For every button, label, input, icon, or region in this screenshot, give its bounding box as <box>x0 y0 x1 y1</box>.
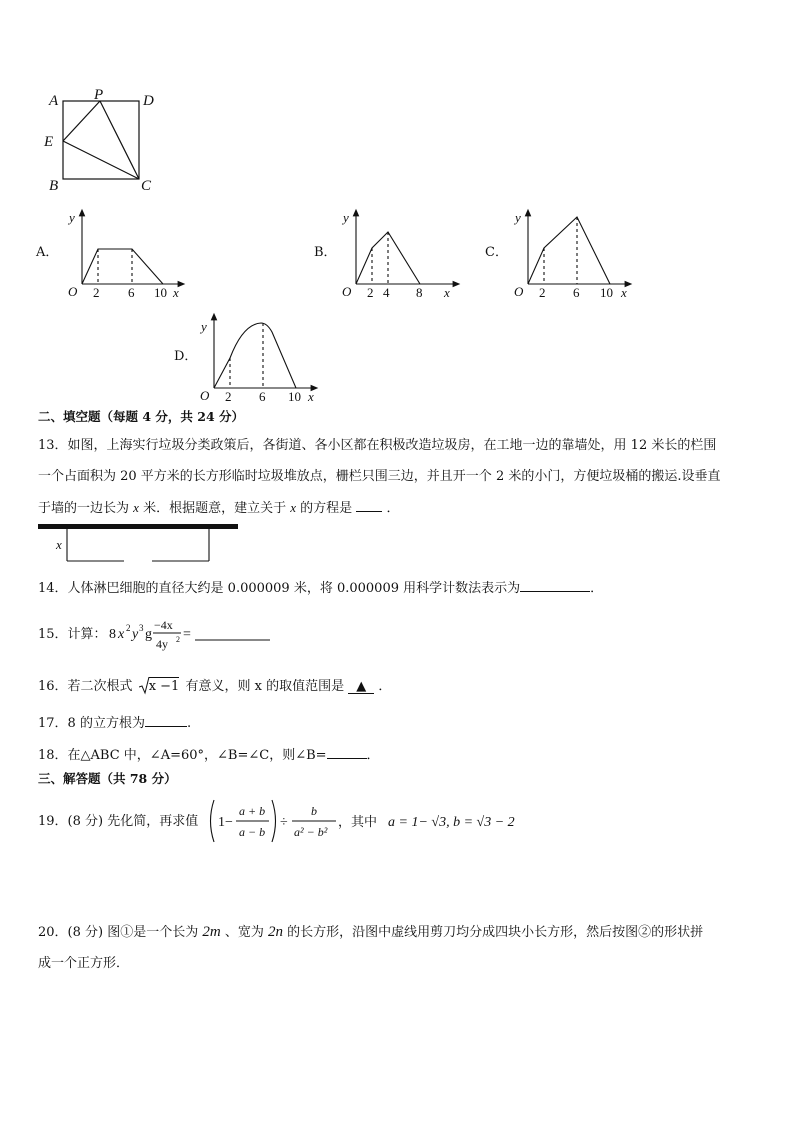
svg-text:8: 8 <box>109 627 116 642</box>
section-title-solutions: 三、解答题（共 78 分） <box>38 771 177 786</box>
fence-x-label: x <box>56 537 62 552</box>
var-x: x <box>290 500 297 515</box>
option-c-graph <box>511 208 641 300</box>
svg-text:4y: 4y <box>156 637 168 651</box>
option-d-label: D． <box>174 349 198 364</box>
svg-text:1−: 1− <box>218 815 233 830</box>
tick-label: 2 <box>367 285 374 300</box>
option-a-label: A． <box>36 245 59 260</box>
x-axis-label: x <box>308 389 314 404</box>
svg-text:b: b <box>311 804 317 818</box>
answer-blank[interactable] <box>145 716 187 727</box>
answer-blank[interactable] <box>520 581 590 592</box>
sqrt-expression: x −1 <box>139 680 180 693</box>
svg-text:a² − b²: a² − b² <box>294 825 328 839</box>
origin-label: O <box>200 388 210 403</box>
svg-text:，其中: ，其中 <box>338 814 378 829</box>
svg-text:=: = <box>183 627 191 642</box>
answer-blank[interactable] <box>348 680 374 694</box>
svg-text:÷: ÷ <box>280 815 288 830</box>
origin-label: O <box>514 284 524 299</box>
tick-label: 6 <box>128 285 135 300</box>
svg-text:3: 3 <box>139 623 144 633</box>
svg-text:a + b: a + b <box>239 804 266 818</box>
q20-line1: 20．(8 分) 图①是一个长为 2m 、宽为 2n 的长方形，沿图中虚线用剪刀均分成四块小长方形，然后按图②的形状拼 <box>38 924 704 940</box>
y-axis-label: y <box>343 210 349 225</box>
tick-label: 10 <box>600 285 613 300</box>
q18: 18．在△ABC 中，∠A=60°，∠B=∠C，则∠B= ． <box>38 748 380 763</box>
q19-prefix: 19．(8 分) 先化简，再求值 <box>38 814 199 829</box>
y-axis-label: y <box>201 319 207 334</box>
x-axis-label: x <box>621 285 627 300</box>
q19-expression <box>206 796 536 846</box>
label-d: D <box>143 93 154 109</box>
option-b-label: B． <box>314 245 337 260</box>
tick-label: 6 <box>573 285 580 300</box>
q13-line2: 一个占面积为 20 平方米的长方形临时垃圾堆放点，栅栏只围三边，并且开一个 2 米的小门，方便垃圾桶的搬运.设垂直 <box>38 469 721 484</box>
tick-label: 2 <box>93 285 100 300</box>
label-p: P <box>94 87 104 103</box>
q13-line1: 13．如图，上海实行垃圾分类政策后，各街道、各小区都在积极改造垃圾房，在工地一边的靠墙处，用 12 米长的栏围 <box>38 438 717 453</box>
x-axis-label: x <box>444 285 450 300</box>
tick-label: 2 <box>539 285 546 300</box>
label-a: A <box>49 93 59 109</box>
answer-blank[interactable] <box>356 501 382 512</box>
q14: 14．人体淋巴细胞的直径大约是 0.000009 米，将 0.000009 用科学计数法表示为 ． <box>38 581 604 596</box>
tick-label: 8 <box>416 285 423 300</box>
svg-text:−4x: −4x <box>154 618 173 632</box>
option-a-graph <box>62 208 192 300</box>
origin-label: O <box>342 284 352 299</box>
svg-text:2: 2 <box>126 623 131 633</box>
svg-text:y: y <box>132 627 139 642</box>
fence-figure <box>36 522 240 566</box>
tick-label: 10 <box>154 285 167 300</box>
y-axis-label: y <box>69 210 75 225</box>
q16: 16．若二次根式 x −1 有意义，则 x 的取值范围是 ▲ ． <box>38 679 392 694</box>
label-b: B <box>49 178 59 194</box>
option-d-graph <box>197 312 327 404</box>
q20-line2: 成一个正方形． <box>38 956 130 971</box>
tick-label: 2 <box>225 389 232 404</box>
triangle-icon: ▲ <box>356 679 367 694</box>
answer-blank[interactable] <box>327 748 367 759</box>
option-c-label: C． <box>485 245 508 260</box>
option-b-graph <box>339 208 469 300</box>
svg-text:g: g <box>145 627 152 642</box>
q15-expression <box>106 612 286 654</box>
q13-line3: 于墙的一边长为 x 米．根据题意，建立关于 x 的方程是 ． <box>38 500 400 516</box>
tick-label: 10 <box>288 389 301 404</box>
svg-text:x: x <box>118 627 125 642</box>
q17: 17．8 的立方根为 . <box>38 716 192 731</box>
square-figure <box>40 84 170 194</box>
x-axis-label: x <box>173 285 179 300</box>
tick-label: 4 <box>383 285 390 300</box>
svg-text:a − b: a − b <box>239 825 266 839</box>
y-axis-label: y <box>515 210 521 225</box>
var-x: x <box>133 500 139 515</box>
var-2m: 2m <box>202 924 221 940</box>
origin-label: O <box>68 284 78 299</box>
svg-text:2: 2 <box>176 635 180 644</box>
svg-text:a = 1− √3, b = √3 − 2: a = 1− √3, b = √3 − 2 <box>388 815 515 830</box>
var-2n: 2n <box>268 924 284 940</box>
label-e: E <box>44 134 54 150</box>
tick-label: 6 <box>259 389 266 404</box>
label-c: C <box>141 178 152 194</box>
q15-prefix: 15．计算： <box>38 627 107 642</box>
section-title-fill-blank: 二、填空题（每题 4 分，共 24 分） <box>38 409 245 424</box>
